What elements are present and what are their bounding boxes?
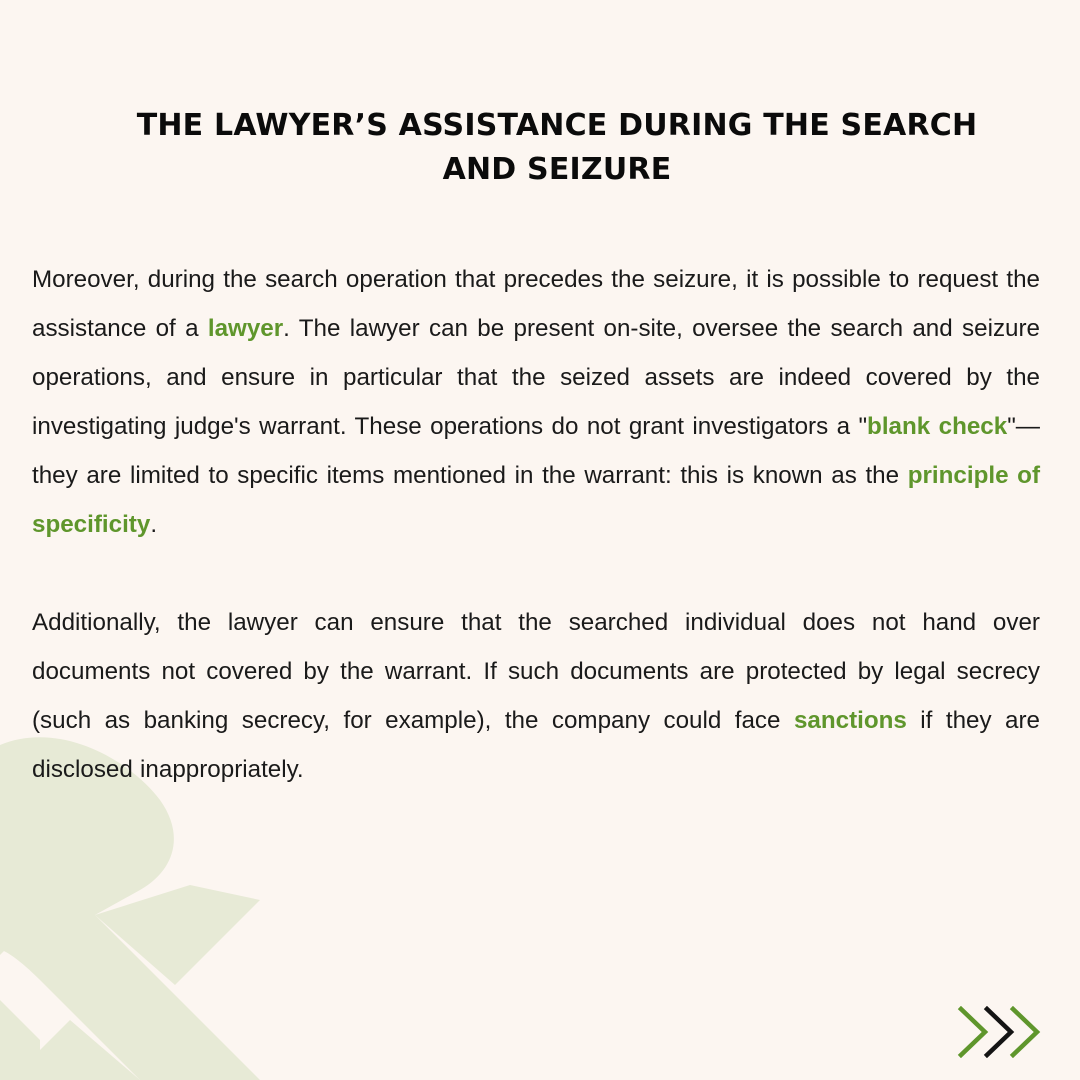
double-chevron-right-icon[interactable] <box>956 1006 1046 1058</box>
highlight-sanctions: sanctions <box>793 707 907 734</box>
paragraph-2 <box>32 598 1040 794</box>
body-text <box>32 255 1040 794</box>
text-segment: . The lawyer can be present on-site, oversee the search and seizure operations, and ensure in particular that the seized assets are indeed covered by the investigating judge's warrant. These operations do not grant investigators a " <box>32 315 1040 440</box>
highlight-blank-check: blank check <box>867 413 1008 440</box>
text-segment: Additionally, the lawyer can ensure that the searched individual does not hand over documents not covered by the warrant. If such documents are protected by legal secrecy (such as banking secrecy, for example), the company could face <box>32 609 1040 734</box>
text-segment: "—they are limited to specific items mentioned in the warrant: this is known as the <box>32 413 1040 489</box>
page-title: THE LAWYER’S ASSISTANCE DURING THE SEARCH AND SEIZURE <box>136 108 978 187</box>
text-segment: Moreover, during the search operation that precedes the seizure, it is possible to request the assistance of a <box>32 266 1040 342</box>
highlight-principle-of-specificity: principle of specificity <box>32 462 1041 538</box>
paragraph-1 <box>32 255 1040 549</box>
highlight-lawyer: lawyer <box>207 315 284 342</box>
text-segment: . <box>150 511 158 538</box>
text-segment: if they are disclosed inappropriately. <box>32 707 1040 783</box>
